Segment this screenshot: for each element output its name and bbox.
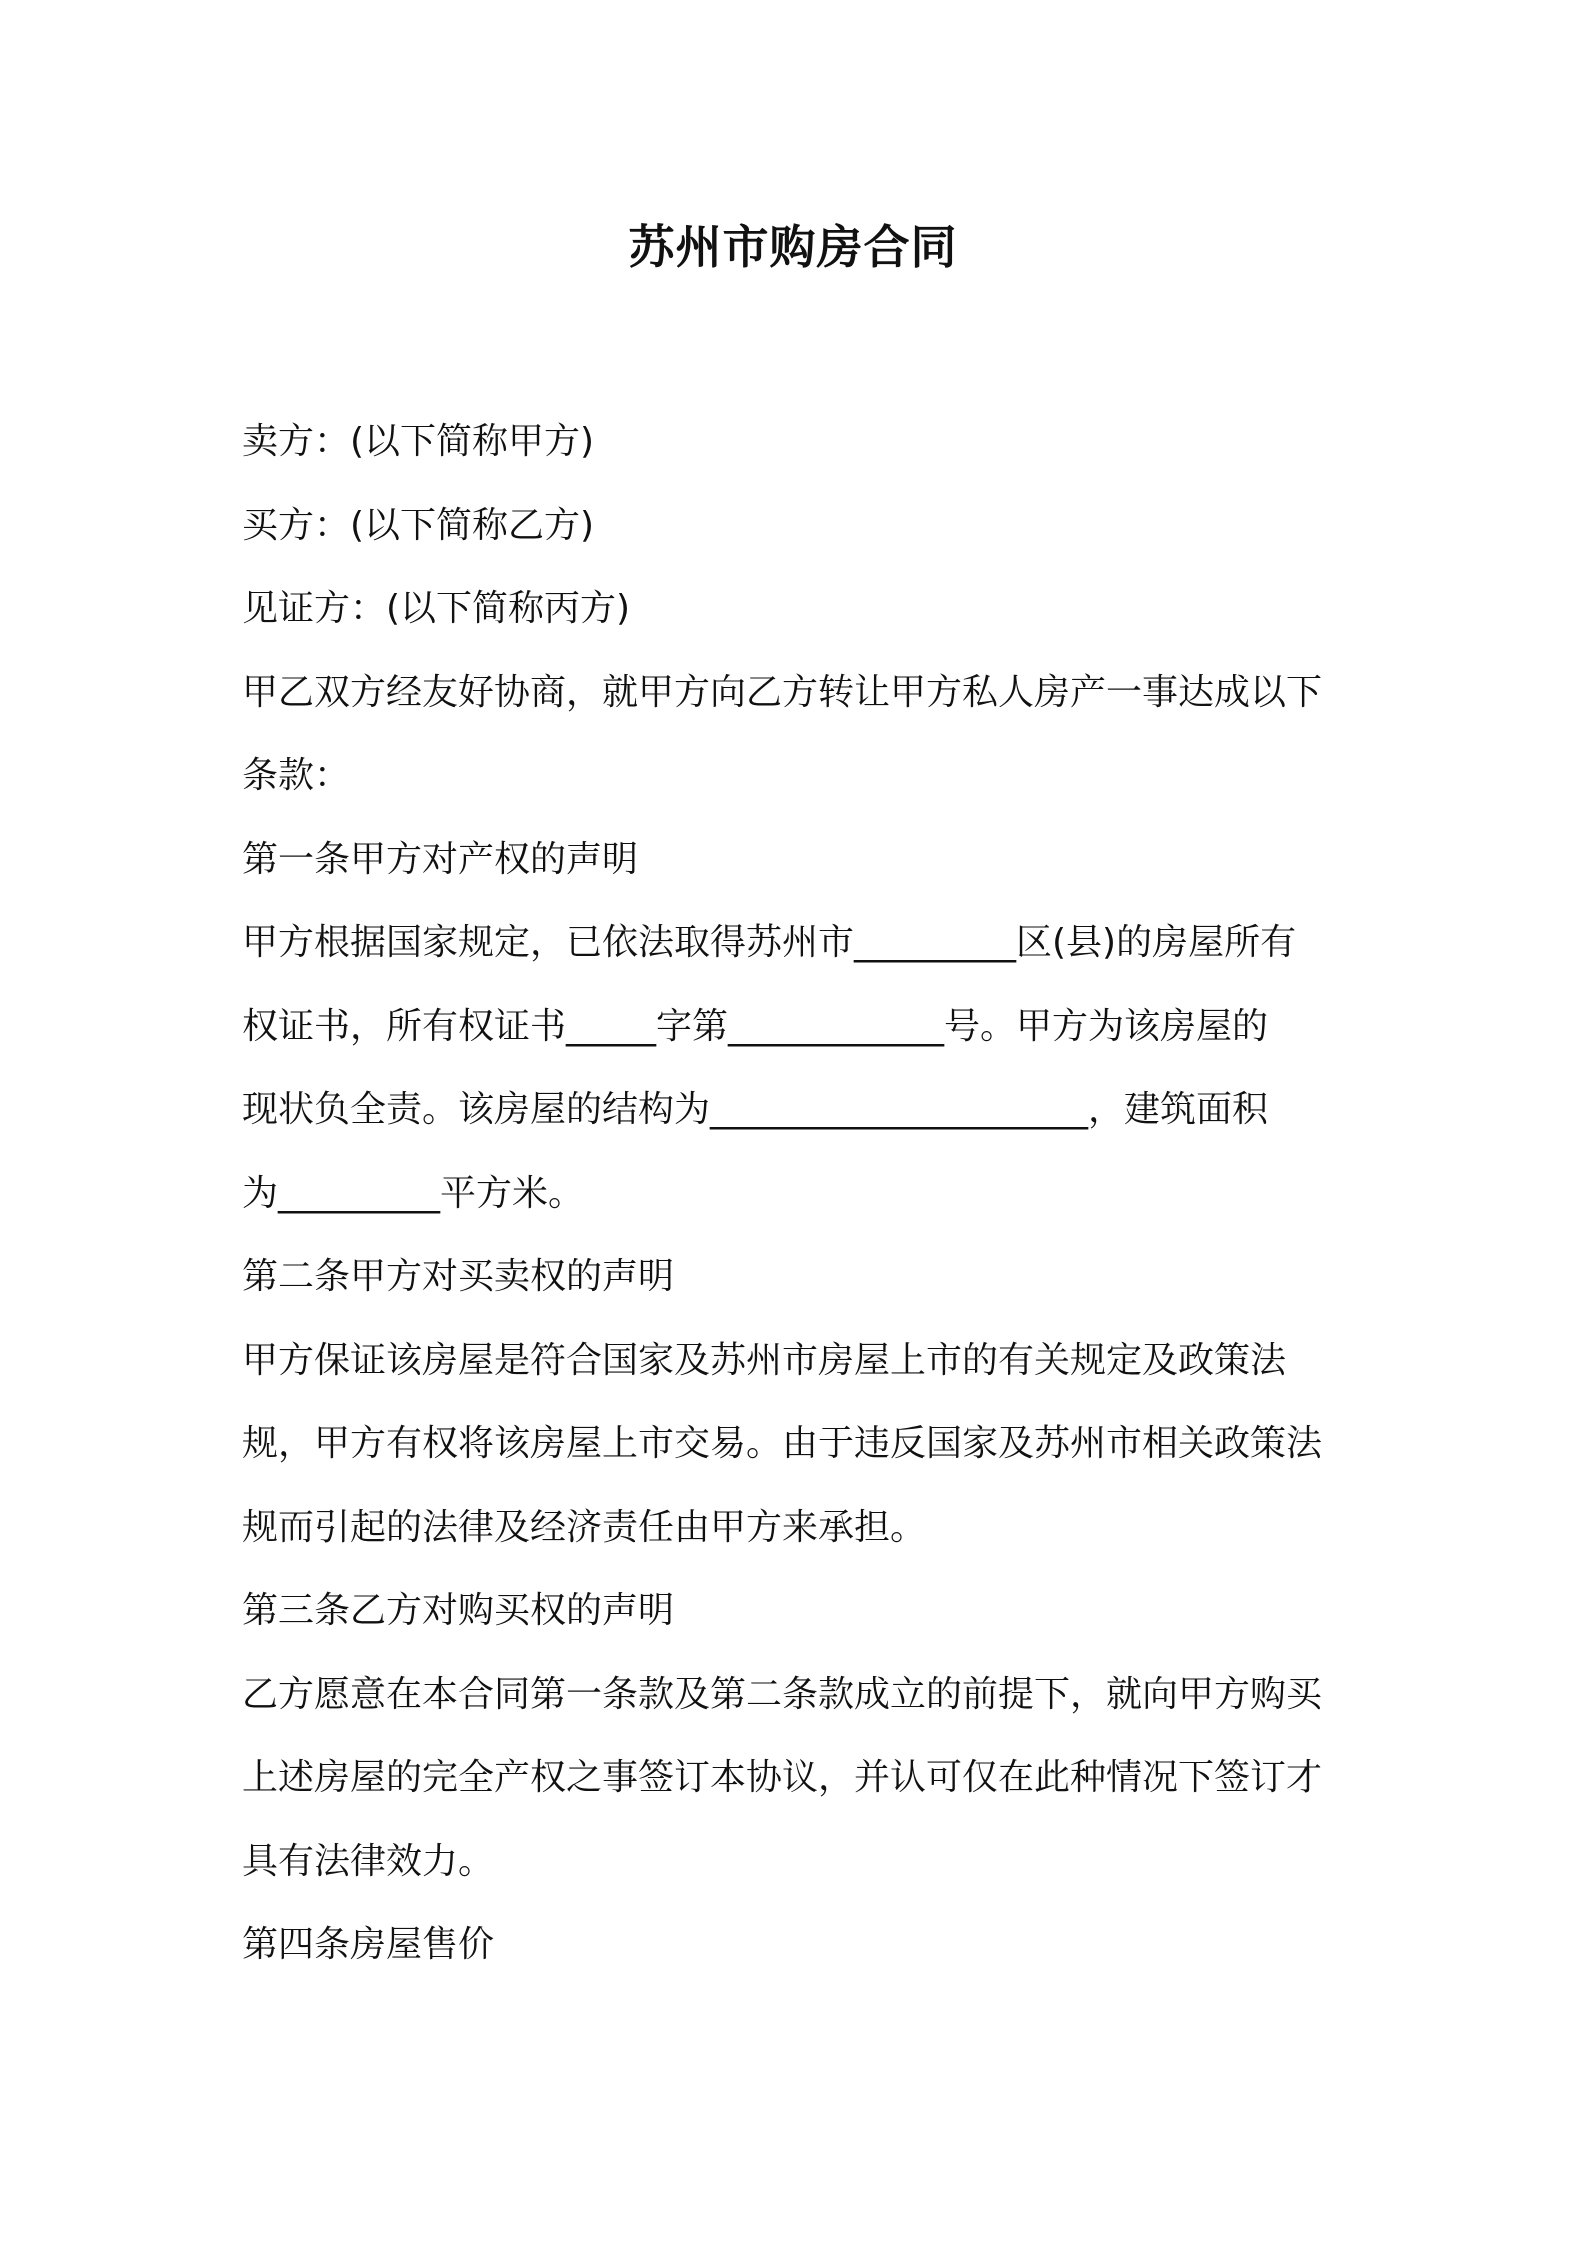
seller-line: 卖方：(以下简称甲方) [242,421,595,462]
article-1-line-2: 权证书，所有权证书_____字第____________号。甲方为该房屋的 [242,1005,1269,1047]
article-1-heading: 第一条甲方对产权的声明 [242,838,639,880]
article-3-line-3: 具有法律效力。 [242,1840,495,1882]
witness-line: 见证方：(以下简称丙方) [242,588,631,629]
document-body [242,400,1352,1987]
article-1-line-1: 甲方根据国家规定，已依法取得苏州市_________区(县)的房屋所有 [242,922,1297,963]
article-1-line-3: 现状负全责。该房屋的结构为_____________________，建筑面积 [242,1089,1269,1130]
article-3-line-2: 上述房屋的完全产权之事签订本协议，并认可仅在此种情况下签订才 [242,1757,1323,1798]
intro-line-1: 甲乙双方经友好协商，就甲方向乙方转让甲方私人房产一事达成以下 [242,671,1323,713]
article-2-line-1: 甲方保证该房屋是符合国家及苏州市房屋上市的有关规定及政策法 [242,1339,1287,1381]
buyer-line: 买方：(以下简称乙方) [242,504,595,546]
article-3-heading: 第三条乙方对购买权的声明 [242,1590,675,1631]
article-2-line-3: 规而引起的法律及经济责任由甲方来承担。 [242,1506,927,1548]
article-2-heading: 第二条甲方对买卖权的声明 [242,1256,675,1297]
intro-line-2: 条款： [242,755,351,796]
article-3-line-1: 乙方愿意在本合同第一条款及第二条款成立的前提下，就向甲方购买 [242,1673,1323,1715]
article-4-heading: 第四条房屋售价 [242,1924,495,1965]
article-2-line-2: 规，甲方有权将该房屋上市交易。由于违反国家及苏州市相关政策法 [242,1423,1323,1464]
article-1-line-4: 为_________平方米。 [242,1172,585,1214]
document-title: 苏州市购房合同 [628,220,958,274]
